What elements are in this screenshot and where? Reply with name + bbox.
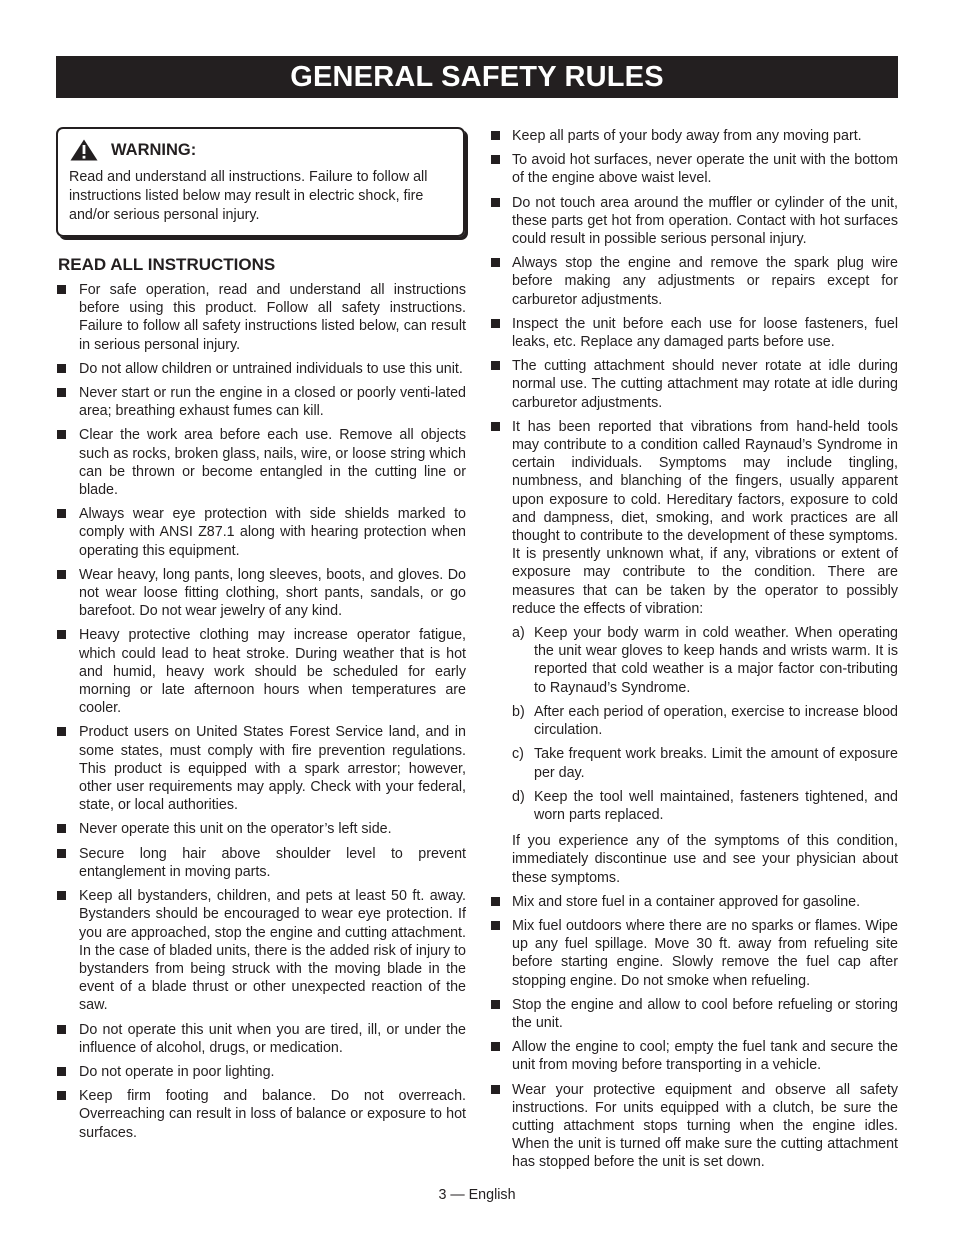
page-title: GENERAL SAFETY RULES	[56, 56, 898, 98]
bullet-square-icon	[491, 897, 500, 906]
vibration-text: It has been reported that vibrations from hand-held tools may contribute to a condition called Raynaud’s Syndrome in certain individuals. Symptoms may include tingling, numbness, and blanching of the fingers, usually apparent upon exposure to cold. Hereditary factors, exposure to cold and dampness, diet, smoking, and work practices are all thought to contribute to the development of these symptoms. It is presently unknown what, if any, vibrations or extent of exposure may contribute to the condition. There are measures that can be taken by the operator to possibly reduce the effects of vibration:	[512, 418, 898, 617]
warning-header	[70, 139, 453, 161]
left-bullet-list	[56, 281, 466, 1142]
bullet-square-icon	[491, 361, 500, 370]
list-item: The cutting attachment should never rotate at idle during normal use. The cutting attachment may rotate at idle during carburetor adjustments.	[490, 357, 898, 412]
bullet-square-icon	[57, 630, 66, 639]
section-heading: READ ALL INSTRUCTIONS	[58, 255, 276, 274]
list-item: Mix fuel outdoors where there are no sparks or flames. Wipe up any fuel spillage. Move 30 ft. away from refueling site before starting engine. Slowly remove the fuel cap after stopping engine. Do not smoke when refueling.	[490, 917, 898, 990]
bullet-square-icon	[491, 1000, 500, 1009]
bullet-square-icon	[491, 258, 500, 267]
list-item: Allow the engine to cool; empty the fuel tank and secure the unit from moving before transporting in a vehicle.	[490, 1038, 898, 1074]
bullet-square-icon	[57, 364, 66, 373]
bullet-square-icon	[57, 891, 66, 900]
bullet-square-icon	[491, 1085, 500, 1094]
warning-title: WARNING:	[111, 140, 197, 159]
sub-item: d) Keep the tool well maintained, fasteners tightened, and worn parts replaced.	[512, 788, 898, 823]
warning-text: Read and understand all instructions. Failure to follow all instructions listed below may result in electric shock, fire and/or serious personal injury.	[69, 169, 428, 223]
bullet-square-icon	[57, 1091, 66, 1100]
list-item: Secure long hair above shoulder level to prevent entanglement in moving parts.	[56, 845, 466, 881]
right-column	[490, 127, 898, 1178]
bullet-square-icon	[491, 1042, 500, 1051]
sub-item: a) Keep your body warm in cold weather. When operating the unit wear gloves to keep hands and wrists warm. It is reported that cold weather is a major factor con-tributing to Raynaud’s Syndrome.	[512, 625, 898, 696]
bullet-square-icon	[57, 1067, 66, 1076]
warning-box	[56, 127, 465, 237]
list-item: Mix and store fuel in a container approved for gasoline.	[490, 893, 898, 911]
list-item-vibration	[490, 418, 898, 887]
bullet-square-icon	[57, 430, 66, 439]
list-item: Always stop the engine and remove the spark plug wire before making any adjustments or repairs except for carburetor adjustments.	[490, 254, 898, 309]
list-item: To avoid hot surfaces, never operate the unit with the bottom of the engine above waist level.	[490, 151, 898, 187]
list-item: Clear the work area before each use. Remove all objects such as rocks, broken glass, nails, wire, or loose string which can be thrown or become entangled in the cutting line or blade.	[56, 426, 466, 499]
left-column	[56, 127, 466, 1148]
bullet-square-icon	[491, 921, 500, 930]
list-item: Keep all parts of your body away from any moving part.	[490, 127, 898, 145]
list-item: Keep all bystanders, children, and pets at least 50 ft. away. Bystanders should be encouraged to wear eye protection. If you are approached, stop the engine and cutting attachment. In the case of bladed units, there is the added risk of injury to bystanders from being struck with the moving blade in the event of a blade thrust or other unexpected reaction of the saw.	[56, 887, 466, 1014]
list-item: Stop the engine and allow to cool before refueling or storing the unit.	[490, 996, 898, 1032]
list-item: Always wear eye protection with side shields marked to comply with ANSI Z87.1 along with hearing protection when operating this equipment.	[56, 505, 466, 560]
list-item: Wear heavy, long pants, long sleeves, boots, and gloves. Do not wear loose fitting clothing, short pants, sandals, or go barefoot. Do not wear jewelry of any kind.	[56, 566, 466, 621]
list-item: Never start or run the engine in a closed or poorly venti-lated area; breathing exhaust fumes can kill.	[56, 384, 466, 420]
list-item: Never operate this unit on the operator’s left side.	[56, 820, 466, 838]
bullet-square-icon	[57, 570, 66, 579]
bullet-square-icon	[491, 198, 500, 207]
bullet-square-icon	[491, 131, 500, 140]
bullet-square-icon	[57, 727, 66, 736]
bullet-square-icon	[57, 1025, 66, 1034]
bullet-square-icon	[57, 509, 66, 518]
list-item: Inspect the unit before each use for loose fasteners, fuel leaks, etc. Replace any damaged parts before use.	[490, 315, 898, 351]
bullet-square-icon	[57, 824, 66, 833]
sub-item: b) After each period of operation, exercise to increase blood circulation.	[512, 703, 898, 739]
vibration-sublist	[512, 624, 898, 824]
list-item: Keep firm footing and balance. Do not overreach. Overreaching can result in loss of balance or exposure to hot surfaces.	[56, 1087, 466, 1142]
list-item: Do not touch area around the muffler or cylinder of the unit, these parts get hot from operation. Contact with hot surfaces could result in possible serious personal injury.	[490, 194, 898, 249]
warning-triangle-icon	[70, 139, 98, 161]
bullet-square-icon	[491, 155, 500, 164]
bullet-square-icon	[57, 849, 66, 858]
list-item: Wear your protective equipment and observe all safety instructions. For units equipped with a clutch, be sure the cutting attachment stops turning when the engine idles. When the unit is turned off make sure the cutting attachment has stopped before the unit is set down.	[490, 1081, 898, 1172]
bullet-square-icon	[57, 388, 66, 397]
bullet-square-icon	[57, 285, 66, 294]
list-item: Heavy protective clothing may increase operator fatigue, which could lead to heat stroke. During weather that is hot and humid, heavy work should be scheduled for early morning or late afternoon hours when temperatures are cooler.	[56, 626, 466, 717]
list-item: Do not operate this unit when you are tired, ill, or under the influence of alcohol, drugs, or medication.	[56, 1021, 466, 1057]
right-bullet-list	[490, 127, 898, 1172]
list-item: Do not operate in poor lighting.	[56, 1063, 466, 1081]
vibration-closing: If you experience any of the symptoms of this condition, immediately discontinue use and see your physician about these symptoms.	[512, 833, 898, 886]
list-item: For safe operation, read and understand all instructions before using this product. Follow all safety instructions. Failure to follow all safety instructions listed below, can result in serious personal injury.	[56, 281, 466, 354]
bullet-square-icon	[491, 319, 500, 328]
sub-item: c) Take frequent work breaks. Limit the amount of exposure per day.	[512, 746, 898, 781]
page-footer: 3 — English	[438, 1187, 516, 1203]
bullet-square-icon	[491, 422, 500, 431]
list-item: Do not allow children or untrained individuals to use this unit.	[56, 360, 466, 378]
list-item: Product users on United States Forest Service land, and in some states, must comply with fire prevention regulations. This product is equipped with a spark arrestor; however, other user requirements may apply. Check with your federal, state, or local authorities.	[56, 723, 466, 814]
